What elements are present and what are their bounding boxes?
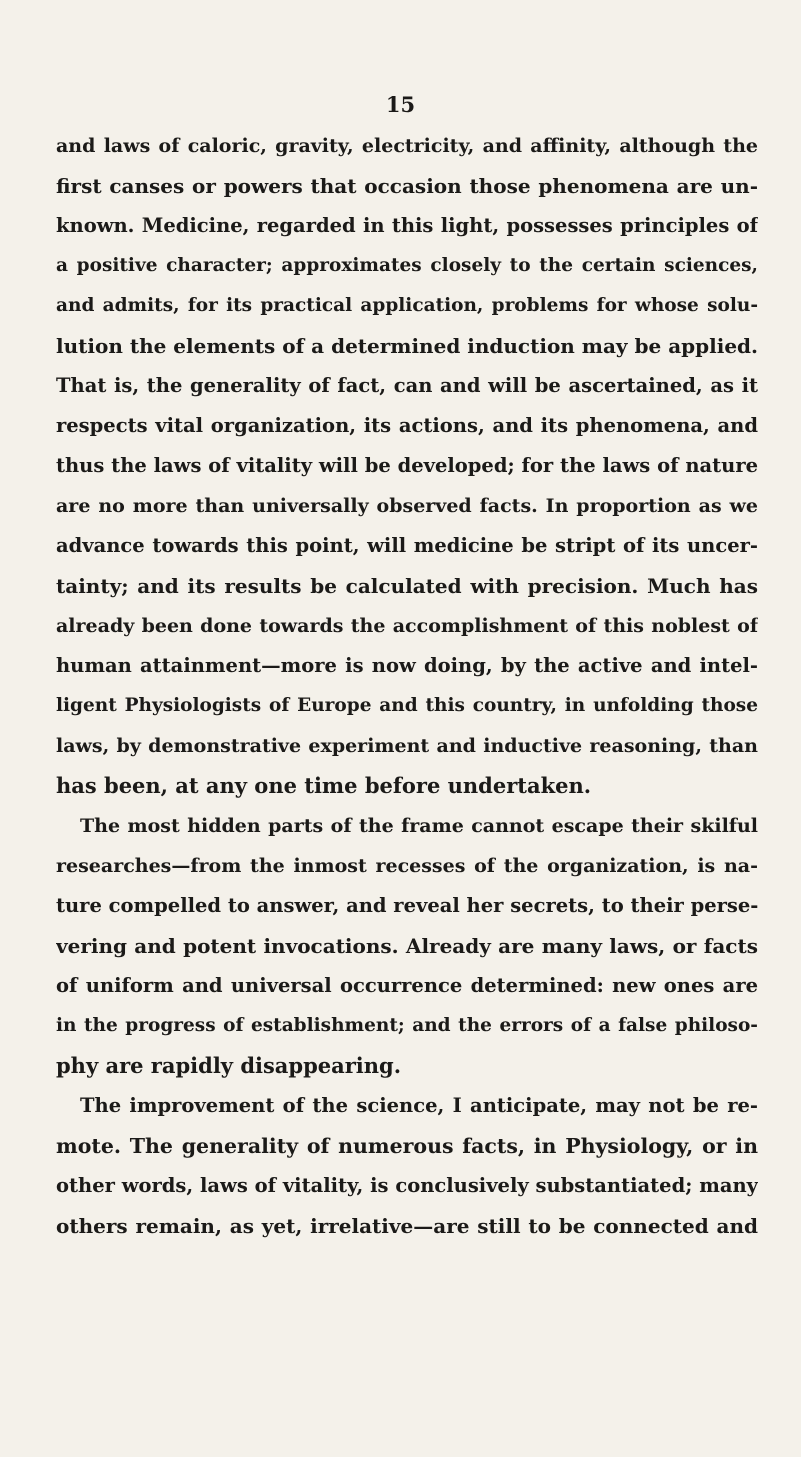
text-line: a positive character; approximates closely to the certain sciences, [56,255,758,276]
text-line: tainty; and its results be calculated with precision. Much has [56,574,758,598]
text-line: advance towards this point, will medicine be stript of its uncer- [56,534,758,557]
text-line: laws, by demonstrative experiment and inductive reasoning, than [56,735,758,757]
text-line: mote. The generality of numerous facts, in Physiology, or in [56,1134,758,1158]
text-line: vering and potent invocations. Already are many laws, or facts [56,934,758,958]
text-line: researches—from the inmost recesses of the organization, is na- [56,855,758,877]
text-line: lution the elements of a determined induction may be applied. [56,334,758,358]
text-line: thus the laws of vitality will be developed; for the laws of nature [56,454,758,477]
paragraph-start-line: The most hidden parts of the frame cannot escape their skilful [80,815,758,837]
text-line: are no more than universally observed facts. In proportion as we [56,495,758,517]
text-line: others remain, as yet, irrelative—are still to be connected and [56,1214,758,1238]
text-line: That is, the generality of fact, can and will be ascertained, as it [56,374,758,397]
text-line: first canses or powers that occasion those phenomena are un- [56,174,758,198]
text-line: in the progress of establishment; and the errors of a false philoso- [56,1015,758,1036]
text-line: other words, laws of vitality, is conclusively substantiated; many [56,1174,758,1197]
text-line: ture compelled to answer, and reveal her secrets, to their perse- [56,894,758,917]
text-line: already been done towards the accomplishment of this noblest of [56,615,758,637]
text-line: has been, at any one time before undertaken. [56,773,592,798]
text-line: known. Medicine, regarded in this light, possesses principles of [56,214,758,237]
text-line: and laws of caloric, gravity, electricity, and affinity, although the [56,135,758,157]
text-line: human attainment—more is now doing, by the active and intel- [56,654,758,677]
text-line: ligent Physiologists of Europe and this country, in unfolding those [56,695,758,716]
paragraph-start-line: The improvement of the science, I anticipate, may not be re- [80,1094,758,1117]
text-line: phy are rapidly disappearing. [56,1053,402,1078]
text-line: and admits, for its practical application, problems for whose solu- [56,295,758,316]
body-text [56,126,758,1246]
text-line: respects vital organization, its actions, and its phenomena, and [56,414,758,437]
page-number: 15 [385,92,416,117]
text-line: of uniform and universal occurrence determined: new ones are [56,974,758,997]
